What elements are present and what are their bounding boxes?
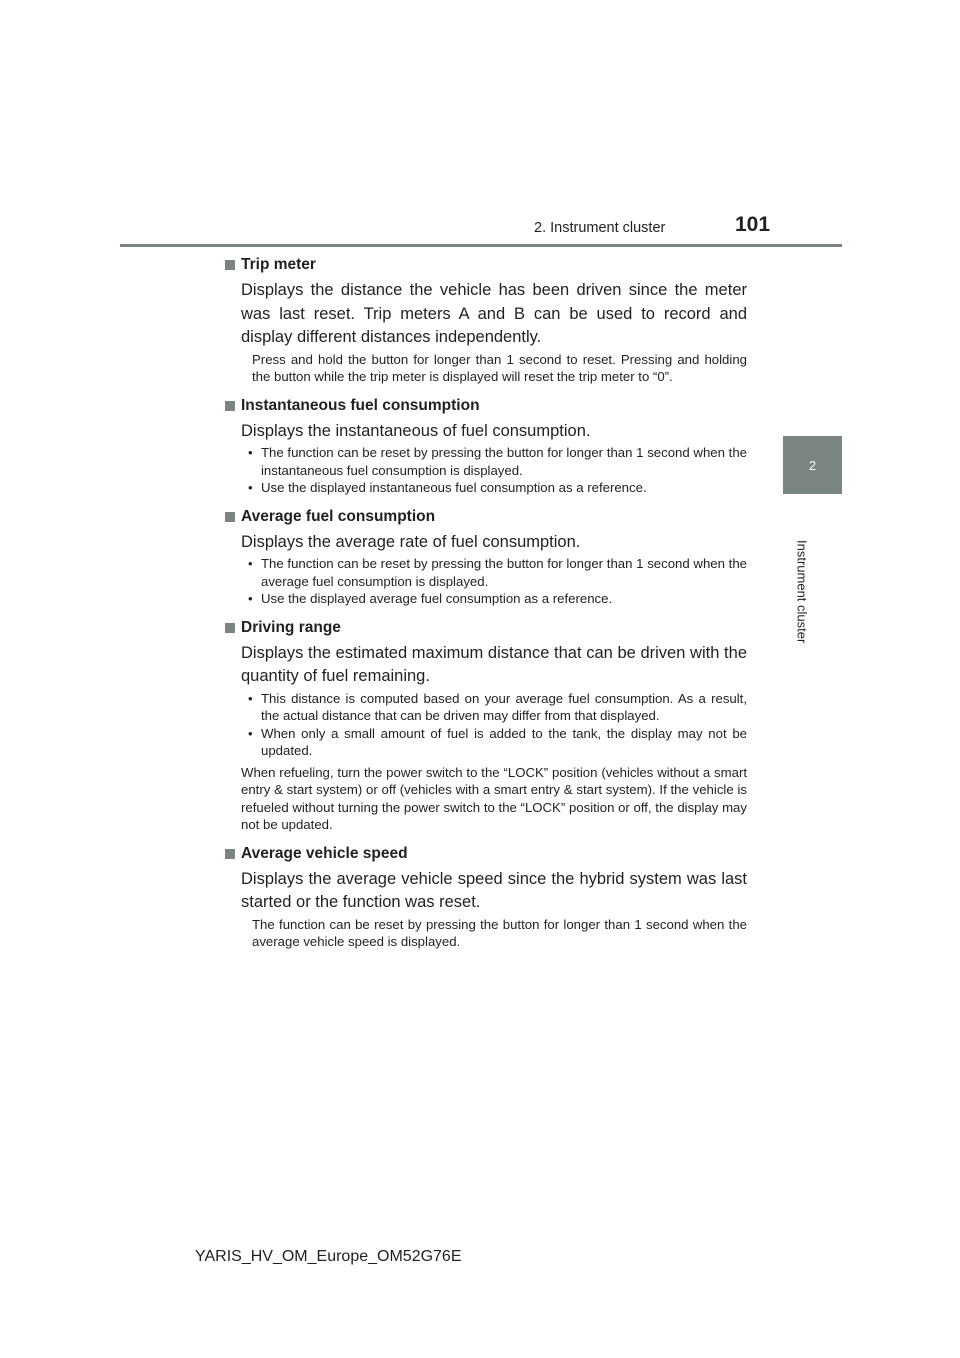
document-code: YARIS_HV_OM_Europe_OM52G76E <box>195 1248 462 1265</box>
header-rule <box>120 244 842 247</box>
list-item: • Use the displayed average fuel consumption as a reference. <box>241 590 747 608</box>
section-heading-text: Instantaneous fuel consumption <box>241 396 480 414</box>
page-content <box>225 253 747 959</box>
section-heading <box>225 505 747 529</box>
section-description: Displays the average vehicle speed since the hybrid system was last started or the function was reset. <box>241 869 747 911</box>
section-heading-text: Average vehicle speed <box>241 844 408 862</box>
section-driving-range <box>225 616 747 834</box>
chapter-tab[interactable] <box>783 436 842 494</box>
list-item: • The function can be reset by pressing the button for longer than 1 second when the instantaneous fuel consumption is displayed. <box>241 444 747 479</box>
bullet-list <box>241 690 747 760</box>
square-bullet-icon <box>225 512 235 522</box>
section-instantaneous-fuel <box>225 394 747 497</box>
section-heading <box>225 253 747 277</box>
section-heading-text: Average fuel consumption <box>241 507 436 525</box>
list-item: • This distance is computed based on your average fuel consumption. As a result, the actual distance that can be driven may differ from that displayed. <box>241 690 747 725</box>
section-average-fuel <box>225 505 747 608</box>
square-bullet-icon <box>225 849 235 859</box>
bullet-list <box>241 444 747 497</box>
section-trip-meter <box>225 253 747 386</box>
section-note: The function can be reset by pressing the button for longer than 1 second when the average vehicle speed is displayed. <box>252 916 747 949</box>
bullet-list <box>241 555 747 608</box>
section-note: When refueling, turn the power switch to the “LOCK” position (vehicles without a smart entry & start system) or off (vehicles with a smart entry & start system). If the vehicle is refueled without turning the power switch to the “LOCK” position or off, the display may not be updated. <box>241 764 747 832</box>
page-number: 101 <box>735 213 771 236</box>
square-bullet-icon <box>225 401 235 411</box>
square-bullet-icon <box>225 623 235 633</box>
chapter-tab-label: Instrument cluster <box>794 540 810 644</box>
section-description: Displays the distance the vehicle has been driven since the meter was last reset. Trip meters A and B can be used to record and display different distances independently. <box>241 281 747 346</box>
section-average-speed <box>225 842 747 951</box>
section-note: Press and hold the button for longer than 1 second to reset. Pressing and holding the button while the trip meter is displayed will reset the trip meter to “0”. <box>252 351 747 384</box>
section-heading <box>225 616 747 640</box>
square-bullet-icon <box>225 260 235 270</box>
list-item: • Use the displayed instantaneous fuel consumption as a reference. <box>241 479 747 497</box>
section-heading-text: Driving range <box>241 618 341 636</box>
list-item: • When only a small amount of fuel is added to the tank, the display may not be updated. <box>241 725 747 760</box>
section-heading <box>225 394 747 418</box>
list-item: • The function can be reset by pressing the button for longer than 1 second when the average fuel consumption is displayed. <box>241 555 747 590</box>
section-description: Displays the instantaneous of fuel consumption. <box>241 421 591 440</box>
section-description: Displays the average rate of fuel consumption. <box>241 532 581 551</box>
chapter-title: 2. Instrument cluster <box>534 220 666 236</box>
section-heading-text: Trip meter <box>241 256 316 273</box>
section-heading <box>225 842 747 866</box>
section-description: Displays the estimated maximum distance that can be driven with the quantity of fuel remaining. <box>241 643 747 685</box>
chapter-tab-number: 2 <box>808 457 817 473</box>
